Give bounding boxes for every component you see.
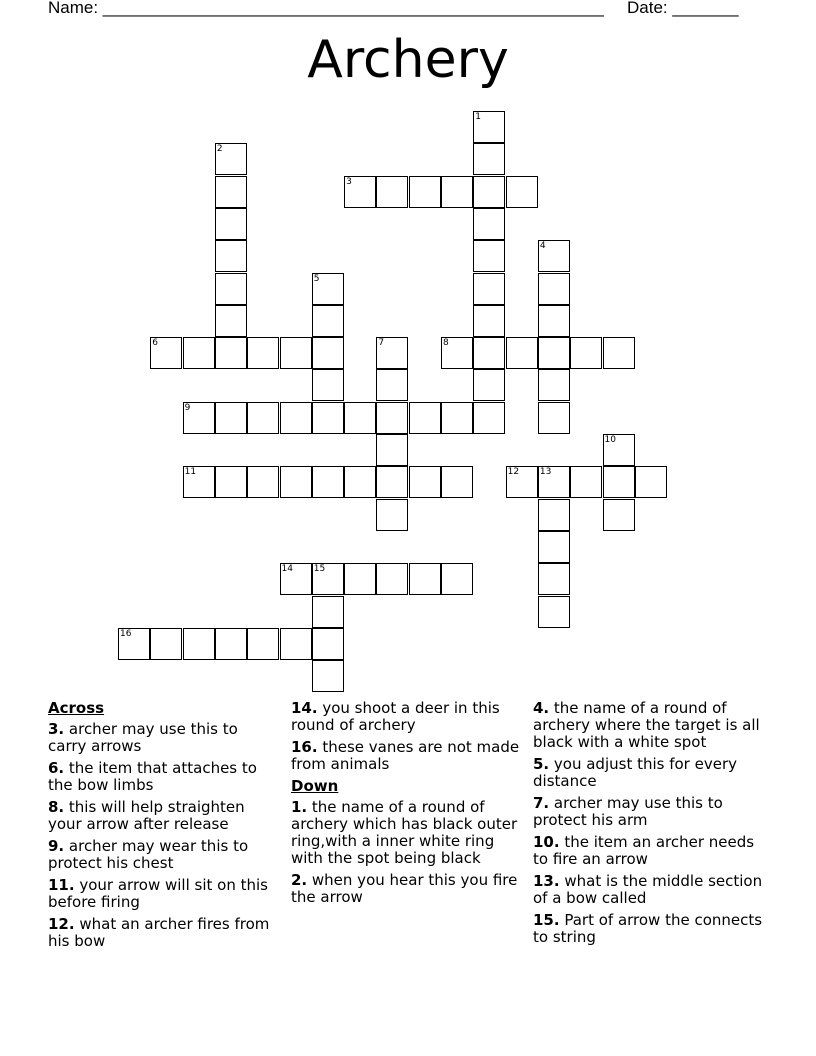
grid-cell[interactable] — [247, 466, 279, 498]
clue-number: 9 — [184, 402, 191, 413]
grid-cell[interactable] — [538, 369, 570, 401]
clue-number-label: 1. — [291, 798, 308, 816]
clue-number-label: 13. — [533, 872, 560, 890]
grid-cell[interactable] — [570, 337, 602, 369]
grid-cell[interactable] — [473, 143, 505, 175]
grid-cell[interactable] — [473, 208, 505, 240]
clue-number-label: 2. — [291, 871, 308, 889]
grid-cell[interactable] — [473, 273, 505, 305]
grid-cell[interactable] — [538, 499, 570, 531]
clue-item — [48, 916, 280, 950]
grid-cell[interactable] — [183, 628, 215, 660]
clue-number: 4 — [539, 241, 546, 252]
clue-number: 7 — [378, 338, 385, 349]
grid-cell[interactable] — [280, 466, 312, 498]
clue-number: 10 — [604, 435, 616, 445]
grid-cell[interactable] — [538, 305, 570, 337]
clue-text: this will help straighten your arrow after release — [48, 798, 245, 833]
grid-cell[interactable] — [215, 208, 247, 240]
grid-cell[interactable] — [183, 337, 215, 369]
grid-cell[interactable] — [635, 466, 667, 498]
clue-number: 14 — [281, 564, 293, 575]
clue-item — [48, 877, 280, 911]
grid-cell[interactable] — [215, 305, 247, 337]
clue-number: 6 — [152, 338, 159, 349]
grid-cell[interactable] — [570, 466, 602, 498]
grid-cell[interactable] — [538, 563, 570, 595]
clue-number: 11 — [184, 467, 197, 478]
clue-text: the name of a round of archery which has black outer ring,with a inner white ring with the spot being black — [291, 798, 518, 867]
clue-item — [291, 799, 523, 867]
grid-cell[interactable] — [473, 402, 505, 434]
grid-cell[interactable] — [376, 176, 408, 208]
clue-item — [291, 872, 523, 906]
grid-cell[interactable] — [538, 240, 570, 272]
grid-cell[interactable] — [312, 466, 344, 498]
clue-number-label: 7. — [533, 794, 550, 812]
grid-cell[interactable] — [506, 176, 538, 208]
grid-cell[interactable] — [312, 305, 344, 337]
clue-number: 8 — [443, 338, 449, 349]
clue-text: what is the middle section of a bow called — [533, 872, 763, 907]
grid-cell[interactable] — [441, 466, 473, 498]
grid-cell[interactable] — [215, 273, 247, 305]
grid-cell[interactable] — [473, 111, 505, 143]
clue-number-label: 9. — [48, 837, 65, 855]
clue-number-label: 12. — [48, 915, 75, 933]
grid-cell[interactable] — [409, 402, 441, 434]
clue-number: 12 — [507, 467, 520, 478]
grid-cell[interactable] — [280, 563, 312, 595]
clue-number: 2 — [216, 144, 223, 155]
grid-cell[interactable] — [473, 305, 505, 337]
clue-number: 1 — [475, 112, 482, 122]
date-field[interactable]: Date: _______ — [627, 0, 739, 17]
grid-cell[interactable] — [215, 143, 247, 175]
grid-cell[interactable] — [441, 402, 473, 434]
grid-cell[interactable] — [376, 563, 408, 595]
grid-cell[interactable] — [376, 337, 408, 369]
clue-text: when you hear this you fire the arrow — [291, 871, 518, 906]
clue-number-label: 8. — [48, 798, 65, 816]
grid-cell[interactable] — [118, 628, 150, 660]
page-title: Archery — [307, 30, 509, 90]
grid-cell[interactable] — [409, 563, 441, 595]
grid-cell[interactable] — [506, 466, 538, 498]
clue-item — [48, 721, 280, 755]
grid-cell[interactable] — [473, 337, 505, 369]
clue-item — [533, 700, 765, 751]
grid-cell[interactable] — [280, 402, 312, 434]
clue-text: archer may wear this to protect his chest — [48, 837, 249, 872]
grid-cell[interactable] — [150, 628, 182, 660]
grid-cell[interactable] — [215, 628, 247, 660]
grid-cell[interactable] — [376, 434, 408, 466]
clue-text: you shoot a deer in this round of archery — [291, 699, 500, 734]
grid-cell[interactable] — [538, 596, 570, 628]
clue-number-label: 14. — [291, 699, 318, 717]
grid-cell[interactable] — [183, 466, 215, 498]
clue-number-label: 11. — [48, 876, 75, 894]
grid-cell[interactable] — [473, 369, 505, 401]
grid-cell[interactable] — [247, 628, 279, 660]
down-heading: Down — [291, 777, 339, 795]
grid-cell[interactable] — [312, 369, 344, 401]
grid-cell[interactable] — [441, 176, 473, 208]
grid-cell[interactable] — [215, 466, 247, 498]
clue-item — [533, 912, 765, 946]
grid-cell[interactable] — [538, 531, 570, 563]
clue-text: archer may use this to protect his arm — [533, 794, 723, 829]
clue-text: the item an archer needs to fire an arrow — [533, 833, 755, 868]
grid-cell[interactable] — [312, 628, 344, 660]
clue-text: Part of arrow the connects to string — [533, 911, 763, 946]
grid-cell[interactable] — [215, 337, 247, 369]
name-field[interactable]: Name: _____________________________________________________ — [48, 0, 604, 17]
clue-text: the item that attaches to the bow limbs — [48, 759, 257, 794]
grid-cell[interactable] — [150, 337, 182, 369]
clue-number: 16 — [120, 628, 132, 639]
clue-number: 5 — [313, 273, 320, 284]
grid-cell[interactable] — [247, 337, 279, 369]
grid-cell[interactable] — [312, 660, 344, 692]
clue-text: you adjust this for every distance — [533, 755, 737, 790]
clue-number-label: 6. — [48, 759, 65, 777]
grid-cell[interactable] — [603, 434, 635, 466]
grid-cell[interactable] — [344, 563, 376, 595]
clues-column-1 — [48, 700, 280, 955]
clue-number-label: 3. — [48, 720, 65, 738]
grid-cell[interactable] — [215, 176, 247, 208]
grid-cell[interactable] — [603, 337, 635, 369]
grid-cell[interactable] — [538, 273, 570, 305]
grid-cell[interactable] — [376, 466, 408, 498]
grid-cell[interactable] — [603, 466, 635, 498]
clues-column-2 — [291, 700, 523, 911]
grid-cell[interactable] — [344, 402, 376, 434]
grid-cell[interactable] — [183, 402, 215, 434]
grid-cell[interactable] — [312, 337, 344, 369]
grid-cell[interactable] — [506, 337, 538, 369]
clue-item — [48, 799, 280, 833]
clue-number-label: 15. — [533, 911, 560, 929]
grid-cell[interactable] — [344, 176, 376, 208]
clue-number: 13 — [539, 467, 552, 478]
clue-number-label: 5. — [533, 755, 550, 773]
clue-number-label: 10. — [533, 833, 560, 851]
clue-item — [48, 838, 280, 872]
grid-cell[interactable] — [344, 466, 376, 498]
grid-cell[interactable] — [215, 240, 247, 272]
grid-cell[interactable] — [376, 369, 408, 401]
grid-cell[interactable] — [409, 176, 441, 208]
grid-cell[interactable] — [538, 402, 570, 434]
clue-number-label: 16. — [291, 738, 318, 756]
clue-item — [291, 739, 523, 773]
grid-cell[interactable] — [312, 596, 344, 628]
grid-cell[interactable] — [247, 402, 279, 434]
grid-cell[interactable] — [280, 628, 312, 660]
clue-text: your arrow will sit on this before firing — [48, 876, 268, 911]
grid-cell[interactable] — [538, 466, 570, 498]
grid-cell[interactable] — [215, 402, 247, 434]
clue-item — [291, 700, 523, 734]
clue-item — [533, 795, 765, 829]
grid-cell[interactable] — [376, 402, 408, 434]
clue-item — [533, 873, 765, 907]
grid-cell[interactable] — [280, 337, 312, 369]
grid-cell[interactable] — [376, 499, 408, 531]
grid-cell[interactable] — [603, 499, 635, 531]
grid-cell[interactable] — [538, 337, 570, 369]
clue-number: 3 — [346, 176, 352, 187]
grid-cell[interactable] — [312, 273, 344, 305]
grid-cell[interactable] — [473, 240, 505, 272]
grid-cell[interactable] — [312, 563, 344, 595]
clues-column-3 — [533, 700, 765, 951]
clue-text: the name of a round of archery where the target is all black with a white spot — [533, 699, 760, 751]
grid-cell[interactable] — [441, 563, 473, 595]
clue-text: these vanes are not made from animals — [291, 738, 520, 773]
grid-cell[interactable] — [312, 402, 344, 434]
clue-number-label: 4. — [533, 699, 550, 717]
clue-text: archer may use this to carry arrows — [48, 720, 238, 755]
clue-item — [48, 760, 280, 794]
grid-cell[interactable] — [409, 466, 441, 498]
across-heading: Across — [48, 699, 105, 717]
clue-text: what an archer fires from his bow — [48, 915, 270, 950]
grid-cell[interactable] — [441, 337, 473, 369]
grid-cell[interactable] — [473, 176, 505, 208]
clue-item — [533, 834, 765, 868]
clue-number: 15 — [313, 564, 326, 575]
clue-item — [533, 756, 765, 790]
